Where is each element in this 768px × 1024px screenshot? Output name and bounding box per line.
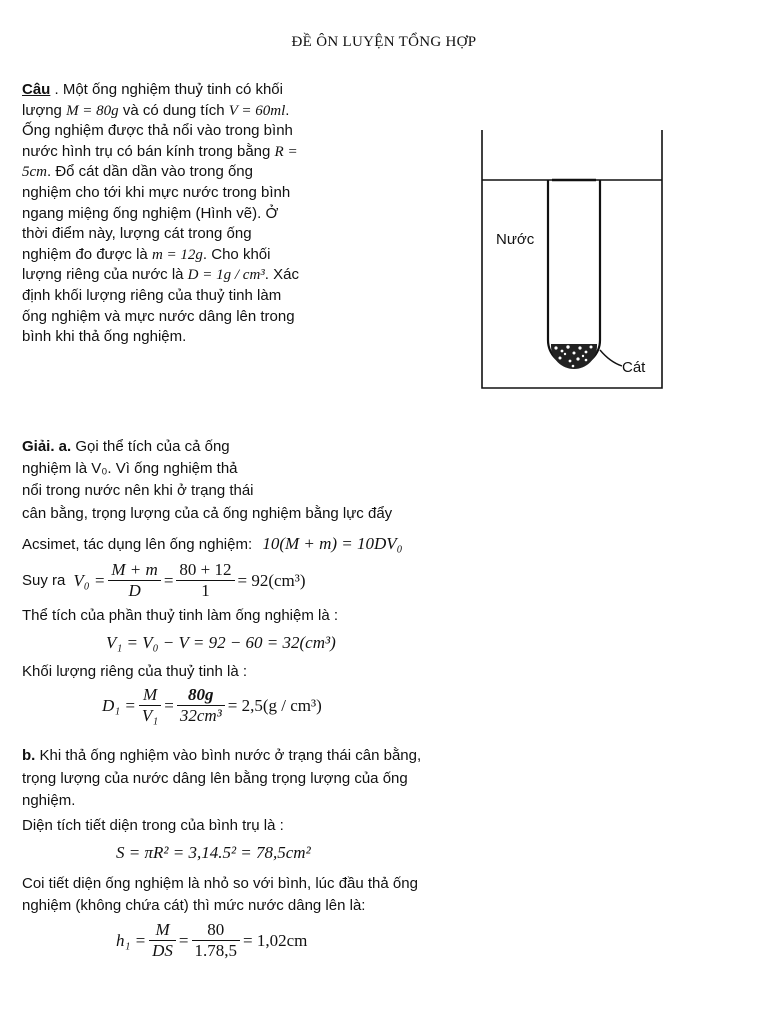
solution-line: nghiệm là V₀. Vì ống nghiệm thả [22,460,238,477]
equation-density-row: D₁ = $\frac{M}{\text{V₁}}$ = $\frac{80g}{\text{32cm³}}$ = 2,5(g / cm³) [102,685,322,725]
sand-label: Cát [622,359,646,376]
fraction: $\frac{80g}{\text{32cm³}}$ [177,685,225,726]
solution-a-label: Giải. a. [22,438,72,455]
solution-line: nghiệm. [22,792,76,809]
page-title: ĐỀ ÔN LUYỆN TỔNG HỢP [291,34,477,50]
mass-value: M = 80g [66,102,119,119]
test-tube-figure [476,128,666,392]
fraction: $\frac{80 + 12}{1}$ [176,560,234,601]
glass-density-text: Khối lượng riêng của thuỷ tinh là : [22,663,248,680]
sand-pointer-line [600,350,622,366]
density-value: D = 1g / cm³ [187,267,265,284]
solution-line: b. Khi thả ống nghiệm vào bình nước ở trạng thái cân bằng, [22,747,422,764]
radius-value: R = 5cm [22,143,298,181]
solution-line: trọng lượng của nước dâng lên bằng trọng lượng của ống [22,770,408,787]
equation-area: S = πR² = 3,14.5² = 78,5cm² [116,843,311,862]
glass-volume-text: Thể tích của phần thuỷ tinh làm ống nghiệm là : [22,607,339,624]
sand-value: m = 12g [151,246,203,263]
fraction: $\frac{80}{1.78,5}$ [192,920,241,961]
equation-v0-row: Suy ra V₀ = $\frac{M + m}{D}$ = $\frac{80 + 12}{1}$ = 92(cm³) [22,560,306,600]
suy-ra-label: Suy ra [22,572,66,589]
volume-value: V = 60ml [228,102,286,119]
area-text: Diện tích tiết diện trong của bình trụ là : [22,817,284,834]
equation-v1: V₁ = V₀ − V = 92 − 60 = 32(cm³) [106,633,336,652]
equation-h1-row: h₁ = $\frac{M}{DS}$ = $\frac{80}{1.78,5}$ = 1,02cm [116,920,308,960]
question-label: Câu [22,81,51,98]
water-label: Nước [496,231,535,248]
solution-line: Acsimet, tác dụng lên ống nghiệm: 10(M + m) = 10DV₀ [22,534,403,553]
fraction: $\frac{M}{\text{V₁}}$ [139,685,161,726]
test-tube-outline [548,180,600,366]
solution-line: Giải. a. Gọi thể tích của cả ống [22,438,230,455]
solution-line: Coi tiết diện ống nghiệm là nhỏ so với bình, lúc đầu thả ống [22,875,418,892]
solution-line: cân bằng, trọng lượng của cả ống nghiệm bằng lực đẩy [22,505,393,522]
solution-line: nghiệm (không chứa cát) thì mức nước dâng lên là: [22,897,366,914]
equation-equilibrium: 10(M + m) = 10DV₀ [262,534,403,553]
solution-line: nổi trong nước nên khi ở trạng thái [22,482,254,499]
fraction: $\frac{M + m}{D}$ [108,560,160,601]
question-text: Câu . Một ống nghiệm thuỷ tinh có khối lượng M = 80g và có dung tích V = 60ml. Ống nghiệm được thả nổi vào trong bình nước hình trụ có bán kính trong bằng R = 5cm. Đổ cát dần dần vào trong ống nghiệm cho tới khi mực nước trong bình ngang miệng ống nghiệm (Hình vẽ). Ở thời điểm này, lượng cát trong ống nghiệm đo được là m = 12g. Cho khối lượng riêng của nước là D = 1g / cm³. Xác định khối lượng riêng của thuỷ tinh làm ống nghiệm và mực nước dâng lên trong bình khi thả ống nghiệm. [22,81,299,346]
solution-b-label: b. [22,747,36,764]
fraction: $\frac{M}{DS}$ [149,920,176,961]
